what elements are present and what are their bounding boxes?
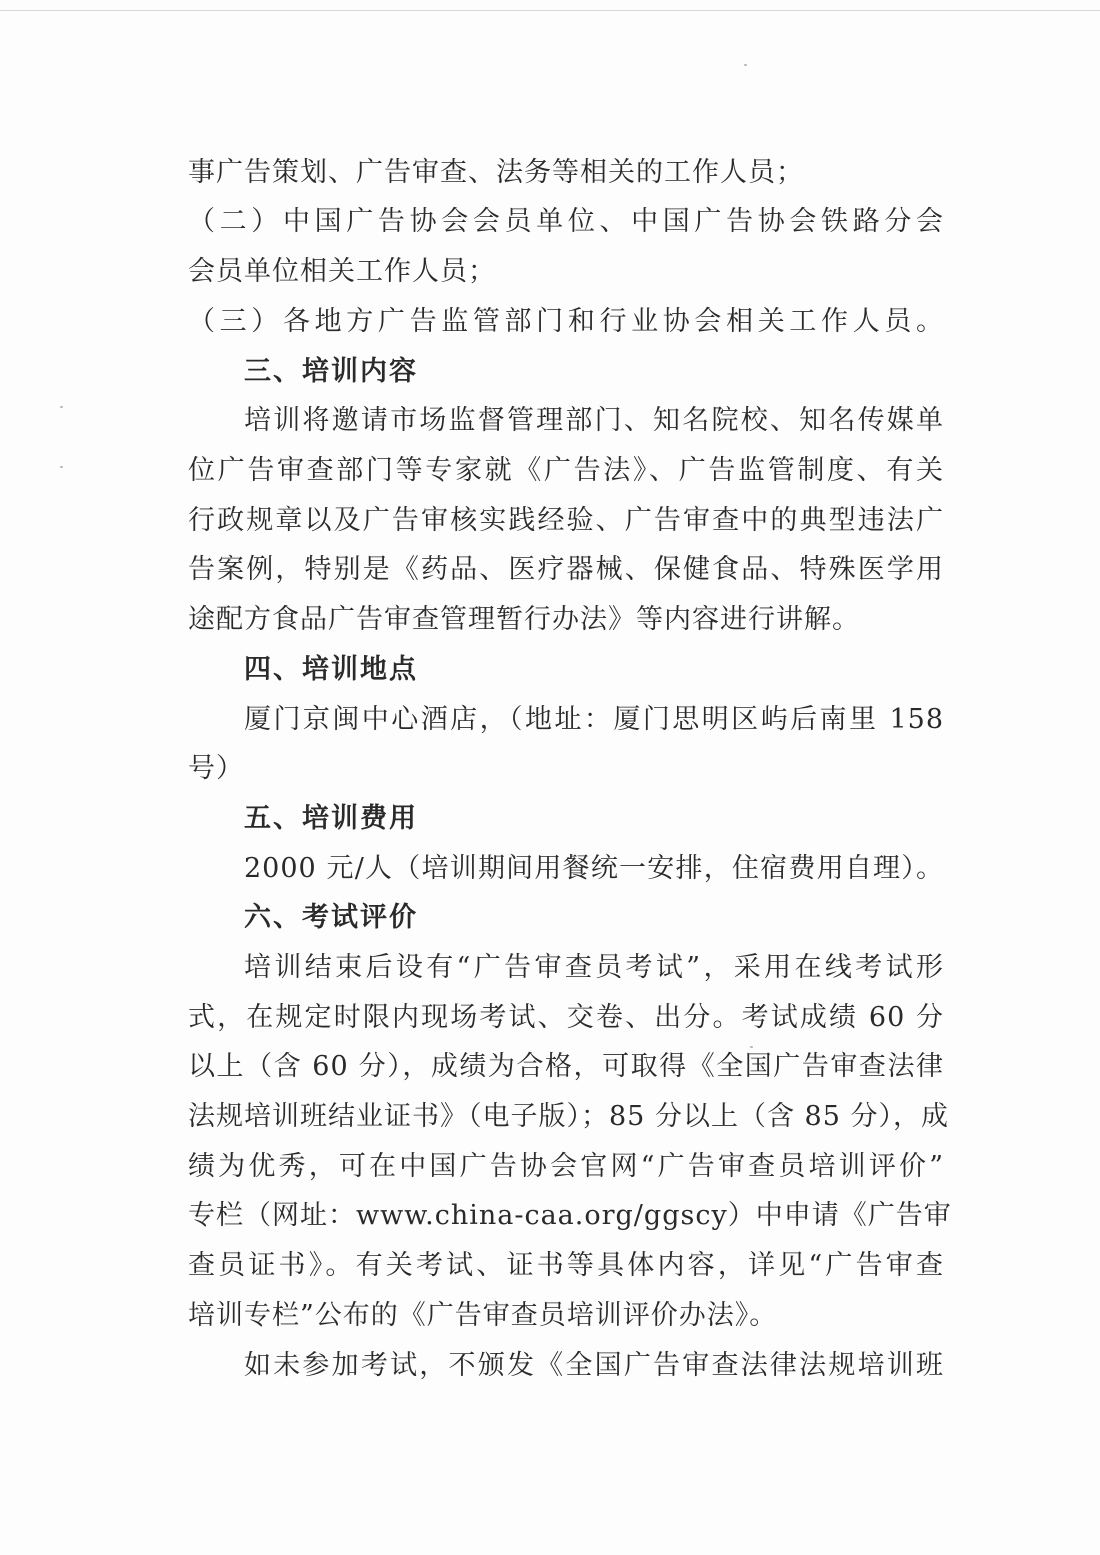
- body-line-12: 厦门京闽中心酒店，（地址：厦门思明区屿后南里 158: [244, 704, 944, 735]
- body-line-7: 位广告审查部门等专家就《广告法》、广告监管制度、有关: [188, 455, 944, 486]
- body-line-25: 如未参加考试，不颁发《全国广告审查法律法规培训班: [244, 1350, 944, 1381]
- section-heading-location: 四、培训地点: [244, 654, 418, 685]
- body-line-23: 查员证书》。有关考试、证书等具体内容，详见“广告审查: [188, 1250, 944, 1281]
- body-line-17: 培训结束后设有“广告审查员考试”，采用在线考试形: [244, 952, 944, 983]
- section-heading-content: 三、培训内容: [244, 356, 418, 387]
- body-line-10: 途配方食品广告审查管理暂行办法》等内容进行讲解。: [188, 604, 860, 635]
- body-line-3: 会员单位相关工作人员；: [188, 256, 496, 287]
- body-line-20: 法规培训班结业证书》（电子版）；85 分以上（含 85 分），成: [188, 1101, 949, 1132]
- scan-speck: [750, 1046, 753, 1048]
- body-line-18: 式，在规定时限内现场考试、交卷、出分。考试成绩 60 分: [188, 1002, 944, 1033]
- scan-speck: [744, 64, 747, 66]
- scan-speck: [60, 406, 63, 408]
- body-line-21: 绩为优秀，可在中国广告协会官网“广告审查员培训评价”: [188, 1151, 944, 1182]
- body-line-22: 专栏（网址：www.china-caa.org/ggscy）中申请《广告审: [188, 1200, 952, 1231]
- body-line-6: 培训将邀请市场监督管理部门、知名院校、知名传媒单: [244, 405, 944, 436]
- body-line-1: 事广告策划、广告审查、法务等相关的工作人员；: [188, 157, 804, 188]
- body-line-15: 2000 元/人（培训期间用餐统一安排，住宿费用自理）。: [244, 853, 944, 884]
- body-line-8: 行政规章以及广告审核实践经验、广告审查中的典型违法广: [188, 505, 944, 536]
- scan-speck: [60, 466, 63, 468]
- body-line-13: 号）: [188, 753, 244, 784]
- body-line-24: 培训专栏”公布的《广告审查员培训评价办法》。: [188, 1300, 778, 1331]
- body-line-4: （三）各地方广告监管部门和行业协会相关工作人员。: [188, 306, 944, 337]
- body-line-2: （二）中国广告协会会员单位、中国广告协会铁路分会: [188, 206, 944, 237]
- body-line-19: 以上（含 60 分），成绩为合格，可取得《全国广告审查法律: [188, 1051, 944, 1082]
- section-heading-exam: 六、考试评价: [244, 902, 418, 933]
- section-heading-fees: 五、培训费用: [244, 803, 418, 834]
- body-line-9: 告案例，特别是《药品、医疗器械、保健食品、特殊医学用: [188, 554, 944, 585]
- page-top-edge: [0, 10, 1100, 11]
